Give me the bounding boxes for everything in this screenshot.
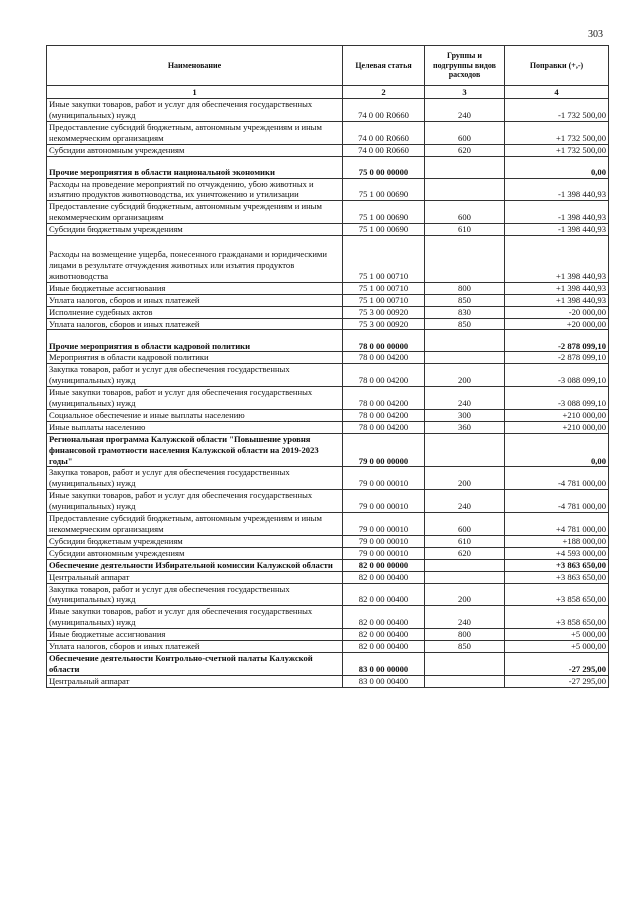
row-group: 200: [425, 364, 505, 387]
table-row: [47, 641, 609, 653]
table-row: [47, 535, 609, 547]
table-row: [47, 282, 609, 294]
table-row: [47, 294, 609, 306]
row-name: Предоставление субсидий бюджетным, автономным учреждениям и иным некоммерческим организациям: [47, 513, 343, 536]
table-row: [47, 490, 609, 513]
row-amount: -4 781 000,00: [505, 490, 609, 513]
row-group: 240: [425, 606, 505, 629]
row-amount: +3 863 650,00: [505, 571, 609, 583]
column-index: 4: [505, 86, 609, 99]
row-group: 600: [425, 513, 505, 536]
row-amount: 0,00: [505, 433, 609, 467]
row-name-text: Расходы на возмещение ущерба, понесенного гражданами и юридическими лицами в результате отчуждения животных или изъятия продуктов животноводства: [49, 249, 327, 281]
row-code: 75 3 00 00920: [343, 306, 425, 318]
row-group: 360: [425, 421, 505, 433]
table-row: [47, 652, 609, 675]
row-group: [425, 352, 505, 364]
row-amount: -1 732 500,00: [505, 99, 609, 122]
row-name: Иные бюджетные ассигнования: [47, 629, 343, 641]
row-code: 75 1 00 00710: [343, 236, 425, 283]
row-name: Субсидии бюджетным учреждениям: [47, 535, 343, 547]
row-code: 74 0 00 R0660: [343, 144, 425, 156]
row-amount: +20 000,00: [505, 318, 609, 330]
table-row: [47, 364, 609, 387]
row-code: 75 1 00 00690: [343, 201, 425, 224]
row-amount: +3 863 650,00: [505, 559, 609, 571]
row-name: Субсидии автономным учреждениям: [47, 144, 343, 156]
row-group: 300: [425, 409, 505, 421]
table-row: [47, 306, 609, 318]
row-amount: +188 000,00: [505, 535, 609, 547]
row-amount: +4 781 000,00: [505, 513, 609, 536]
row-group: [425, 433, 505, 467]
row-group: 240: [425, 490, 505, 513]
row-group: [425, 178, 505, 201]
row-group: 830: [425, 306, 505, 318]
row-amount: +5 000,00: [505, 629, 609, 641]
header-expense-groups: Группы и подгруппы видов расходов: [425, 46, 505, 86]
row-group: 600: [425, 201, 505, 224]
row-amount: +1 732 500,00: [505, 144, 609, 156]
row-group: 620: [425, 547, 505, 559]
row-group: 240: [425, 99, 505, 122]
row-code: 79 0 00 00010: [343, 467, 425, 490]
row-name: Предоставление субсидий бюджетным, автономным учреждениям и иным некоммерческим организациям: [47, 121, 343, 144]
row-group: [425, 156, 505, 178]
row-name: Иные закупки товаров, работ и услуг для обеспечения государственных (муниципальных) нужд: [47, 387, 343, 410]
column-index: 2: [343, 86, 425, 99]
row-code: 82 0 00 00400: [343, 641, 425, 653]
row-amount: -1 398 440,93: [505, 178, 609, 201]
row-code: 82 0 00 00400: [343, 571, 425, 583]
row-amount: -27 295,00: [505, 675, 609, 687]
table-row: [47, 156, 609, 178]
row-name: Закупка товаров, работ и услуг для обеспечения государственных (муниципальных) нужд: [47, 364, 343, 387]
row-amount: +5 000,00: [505, 641, 609, 653]
row-code: 82 0 00 00000: [343, 559, 425, 571]
table-row: [47, 121, 609, 144]
table-row: [47, 571, 609, 583]
row-code: 78 0 00 04200: [343, 409, 425, 421]
row-code: 78 0 00 04200: [343, 352, 425, 364]
row-code: 78 0 00 04200: [343, 364, 425, 387]
row-amount: +210 000,00: [505, 421, 609, 433]
header-target-article: Целевая статья: [343, 46, 425, 86]
row-code: 74 0 00 R0660: [343, 121, 425, 144]
row-code: 82 0 00 00400: [343, 583, 425, 606]
row-amount: -1 398 440,93: [505, 201, 609, 224]
row-group: 850: [425, 294, 505, 306]
row-name: Иные закупки товаров, работ и услуг для обеспечения государственных (муниципальных) нужд: [47, 606, 343, 629]
table-header-row: [47, 46, 609, 86]
row-group: 620: [425, 144, 505, 156]
row-name: Иные выплаты населению: [47, 421, 343, 433]
row-name: Иные закупки товаров, работ и услуг для обеспечения государственных (муниципальных) нужд: [47, 490, 343, 513]
row-code: 79 0 00 00000: [343, 433, 425, 467]
column-index-row: [47, 86, 609, 99]
header-name: Наименование: [47, 46, 343, 86]
row-amount: -1 398 440,93: [505, 224, 609, 236]
row-amount: +3 858 650,00: [505, 606, 609, 629]
row-name: Иные закупки товаров, работ и услуг для обеспечения государственных (муниципальных) нужд: [47, 99, 343, 122]
row-code: 75 1 00 00690: [343, 178, 425, 201]
row-code: 75 0 00 00000: [343, 156, 425, 178]
row-code: 79 0 00 00010: [343, 513, 425, 536]
row-amount: +3 858 650,00: [505, 583, 609, 606]
row-name: Уплата налогов, сборов и иных платежей: [47, 641, 343, 653]
row-amount: +4 593 000,00: [505, 547, 609, 559]
row-code: 79 0 00 00010: [343, 490, 425, 513]
row-amount: -4 781 000,00: [505, 467, 609, 490]
row-code: 79 0 00 00010: [343, 535, 425, 547]
table-row: [47, 318, 609, 330]
row-group: [425, 559, 505, 571]
row-name: Субсидии автономным учреждениям: [47, 547, 343, 559]
row-code: 82 0 00 00400: [343, 606, 425, 629]
table-row: [47, 387, 609, 410]
table-row: [47, 629, 609, 641]
table-row: [47, 352, 609, 364]
row-amount: -3 088 099,10: [505, 387, 609, 410]
row-code: 75 1 00 00690: [343, 224, 425, 236]
row-amount: +1 398 440,93: [505, 236, 609, 283]
row-name: Региональная программа Калужской области "Повышение уровня финансовой грамотности населения Калужской области на 2019-2023 годы": [47, 433, 343, 467]
row-group: 240: [425, 387, 505, 410]
row-amount: -20 000,00: [505, 306, 609, 318]
table-row: [47, 224, 609, 236]
table-row: [47, 675, 609, 687]
row-amount: -2 878 099,10: [505, 330, 609, 352]
row-name: Центральный аппарат: [47, 675, 343, 687]
row-code: 75 3 00 00920: [343, 318, 425, 330]
row-name: Закупка товаров, работ и услуг для обеспечения государственных (муниципальных) нужд: [47, 583, 343, 606]
row-code: 83 0 00 00400: [343, 675, 425, 687]
row-group: [425, 675, 505, 687]
row-name: Обеспечение деятельности Избирательной комиссии Калужской области: [47, 559, 343, 571]
row-amount: +1 398 440,93: [505, 294, 609, 306]
table-row: [47, 583, 609, 606]
row-group: 610: [425, 535, 505, 547]
table-row: [47, 606, 609, 629]
row-code: 78 0 00 00000: [343, 330, 425, 352]
row-name: Исполнение судебных актов: [47, 306, 343, 318]
table-row: [47, 547, 609, 559]
row-amount: -2 878 099,10: [505, 352, 609, 364]
header-amendments: Поправки (+,-): [505, 46, 609, 86]
table-row: [47, 409, 609, 421]
row-name: Центральный аппарат: [47, 571, 343, 583]
row-group: 800: [425, 282, 505, 294]
row-name: Расходы на проведение мероприятий по отчуждению, убою животных и изъятию продуктов животноводства, их уничтожению и утилизации: [47, 178, 343, 201]
table-row: [47, 421, 609, 433]
row-name: Обеспечение деятельности Контрольно-счетной палаты Калужской области: [47, 652, 343, 675]
row-code: 78 0 00 04200: [343, 421, 425, 433]
row-code: 79 0 00 00010: [343, 547, 425, 559]
row-group: 800: [425, 629, 505, 641]
row-name: Субсидии бюджетным учреждениям: [47, 224, 343, 236]
table-row: [47, 513, 609, 536]
row-name: Уплата налогов, сборов и иных платежей: [47, 294, 343, 306]
table-row: [47, 178, 609, 201]
table-row: [47, 236, 609, 283]
row-group: [425, 571, 505, 583]
row-amount: +1 732 500,00: [505, 121, 609, 144]
row-name: [47, 236, 343, 283]
row-name: Закупка товаров, работ и услуг для обеспечения государственных (муниципальных) нужд: [47, 467, 343, 490]
row-group: 200: [425, 467, 505, 490]
row-name: Прочие мероприятия в области национальной экономики: [47, 156, 343, 178]
row-code: 74 0 00 R0660: [343, 99, 425, 122]
row-amount: 0,00: [505, 156, 609, 178]
row-name: Прочие мероприятия в области кадровой политики: [47, 330, 343, 352]
row-amount: +210 000,00: [505, 409, 609, 421]
row-code: 78 0 00 04200: [343, 387, 425, 410]
table-row: [47, 99, 609, 122]
table-row: [47, 330, 609, 352]
row-group: [425, 652, 505, 675]
budget-amendments-table: [46, 45, 609, 688]
row-group: 850: [425, 641, 505, 653]
row-code: 75 1 00 00710: [343, 294, 425, 306]
row-name: Уплата налогов, сборов и иных платежей: [47, 318, 343, 330]
row-name: Социальное обеспечение и иные выплаты населению: [47, 409, 343, 421]
row-code: 75 1 00 00710: [343, 282, 425, 294]
row-group: [425, 330, 505, 352]
row-group: [425, 236, 505, 283]
row-amount: +1 398 440,93: [505, 282, 609, 294]
column-index: 3: [425, 86, 505, 99]
row-name: Иные бюджетные ассигнования: [47, 282, 343, 294]
row-group: 600: [425, 121, 505, 144]
table-row: [47, 467, 609, 490]
table-row: [47, 144, 609, 156]
table-row: [47, 433, 609, 467]
row-name: Предоставление субсидий бюджетным, автономным учреждениям и иным некоммерческим организациям: [47, 201, 343, 224]
row-amount: -3 088 099,10: [505, 364, 609, 387]
row-code: 82 0 00 00400: [343, 629, 425, 641]
row-name: Мероприятия в области кадровой политики: [47, 352, 343, 364]
row-group: 610: [425, 224, 505, 236]
table-row: [47, 559, 609, 571]
column-index: 1: [47, 86, 343, 99]
row-group: 200: [425, 583, 505, 606]
row-code: 83 0 00 00000: [343, 652, 425, 675]
page-number: 303: [588, 29, 603, 40]
table-row: [47, 201, 609, 224]
row-group: 850: [425, 318, 505, 330]
row-amount: -27 295,00: [505, 652, 609, 675]
